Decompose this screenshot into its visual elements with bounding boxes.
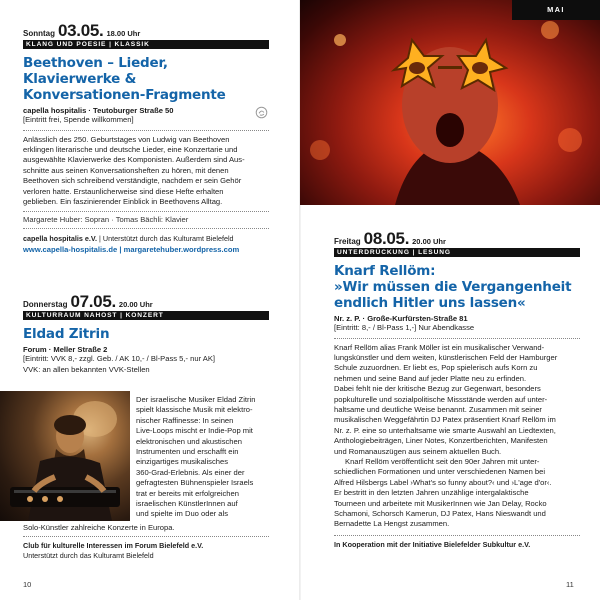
event-title: Eldad Zitrin xyxy=(23,326,110,342)
description-line: Anthologiebeiträgen, Liner Notes, Konzertberichten, Manifesten xyxy=(334,436,548,446)
description-line: schiedlichen Formationen und unter verschiedenen Namen bei xyxy=(334,467,546,477)
event-day: Freitag xyxy=(334,237,361,246)
page-number-right: 11 xyxy=(566,580,574,589)
event-category-bar: KULTURRAUM NAHOST | KONZERT xyxy=(23,311,269,320)
description-line: 360-Grad-Erlebnis. Als einer der xyxy=(136,467,245,477)
divider xyxy=(334,535,580,536)
event-venue: Forum · Meller Straße 2 xyxy=(23,345,108,354)
description-line: Instrumenten und erschafft ein xyxy=(136,447,239,457)
description-line: gefragtesten Bühnenspieler Israels xyxy=(136,478,254,488)
description-line: Tourneen und arbeitete mit MusikerInnen wie Jan Delay, Rocko xyxy=(334,498,547,508)
event-venue: Nr. z. P. · Große-Kurfürsten-Straße 81 xyxy=(334,314,468,323)
event-description xyxy=(23,135,269,208)
cooperation-text: In Kooperation mit der Initiative Bielefelder Subkultur e.V. xyxy=(334,539,531,549)
event-performers: Margarete Huber: Sopran · Tomas Bächli: Klavier xyxy=(23,215,189,225)
event-description-full: Solo-Künstler zahlreiche Konzerte in Europa. xyxy=(23,523,175,532)
event-title-line: endlich Hitler uns lassen« xyxy=(334,295,526,311)
description-line: Beethoven sich schreibend verständigte, nachdem er sein Gehör xyxy=(23,176,242,186)
description-line: Dabei fehlt nie der kritische Bezug zur Gegenwart, besonders xyxy=(334,384,541,394)
organizer-support: | Unterstützt durch das Kulturamt Bielefeld xyxy=(97,234,234,244)
event-time: 20.00 Uhr xyxy=(412,237,446,246)
month-tab: MAI xyxy=(512,0,600,20)
event-title-line: Konversationen-Fragmente xyxy=(23,87,226,103)
performer-illustration xyxy=(300,0,600,205)
musician-illustration xyxy=(0,391,130,521)
description-line: lungskünstler und dem weiten, künstlerischen Feld der Hamburger xyxy=(334,352,558,362)
organizer-name: Club für kulturelle Interessen im Forum Bielefeld e.V. xyxy=(23,541,204,551)
event-title xyxy=(23,55,269,103)
event-eldad-zitrin xyxy=(23,293,269,375)
description-line: popkulturelle und sozialpolitische Missstände werden auf unter- xyxy=(334,394,548,404)
description-line: haltsame und deutliche Weise benannt. Zusammen mit seiner xyxy=(334,404,542,414)
event-website-links[interactable]: www.capella-hospitalis.de | margaretehuber.wordpress.com xyxy=(23,245,240,255)
description-line: spielt klassische Musik mit elektro- xyxy=(136,405,253,415)
description-line: geblieben. Ein faszinierender Einblick in Beethovens Alltag. xyxy=(23,196,223,206)
description-line: und Romanauszügen aus seinem aktuellen Buch. xyxy=(334,446,502,456)
event-dateline xyxy=(334,230,580,247)
divider xyxy=(23,130,269,131)
description-line: ausgewählte Klavierwerke des Komponisten. Außerdem sind Aus- xyxy=(23,155,245,165)
description-line: Schamoni, Schorsch Kamerun, DJ Patex, Hans Nieswandt und xyxy=(334,509,546,518)
description-line: und spielte im Duo oder als xyxy=(136,509,229,519)
event-knarf-relloem xyxy=(334,230,580,550)
divider xyxy=(23,536,269,537)
event-day: Sonntag xyxy=(23,29,55,38)
event-organizer xyxy=(23,541,269,551)
description-line: einzigartiges musikalisches xyxy=(136,457,229,467)
event-title-line: »Wir müssen die Vergangenheit xyxy=(334,279,572,295)
organizer-name: capella hospitalis e.V. xyxy=(23,234,98,244)
event-day: Donnerstag xyxy=(23,300,68,309)
event-title xyxy=(334,263,580,311)
description-line: Alfred Hilsbergs Label ›What's so funny about?‹ und ›L'age d'or‹. xyxy=(334,477,552,487)
event-dateline xyxy=(23,293,269,310)
event-venue: capella hospitalis · Teutoburger Straße 50 xyxy=(23,106,174,115)
description-line: verloren hatte. Erstaunlicherweise sind diese Hefte erhalten xyxy=(23,186,224,196)
event-admission: [Eintritt frei, Spende willkommen] xyxy=(23,115,134,124)
description-line: nehmen und seine Band auf jeder Platte neu zu erfinden. xyxy=(334,373,527,383)
event-title-line: Knarf Rellöm: xyxy=(334,263,436,279)
event-category-bar: KLANG UND POESIE | KLASSIK xyxy=(23,40,269,49)
event-eldad-footer xyxy=(23,523,269,561)
description-line: Der israelische Musiker Eldad Zitrin xyxy=(136,395,256,404)
divider xyxy=(23,228,269,229)
event-time: 18.00 Uhr xyxy=(106,29,141,38)
description-line: musikalischen Weggefährtin DJ Patex präsentiert Knarf Rellöm im xyxy=(334,415,556,425)
description-line: Knarf Rellöm alias Frank Möller ist ein musikalischer Verwand- xyxy=(334,342,545,352)
event-cooperation xyxy=(334,540,580,550)
event-date: 07.05. xyxy=(70,292,116,311)
page-number-left: 10 xyxy=(23,580,32,589)
event-admission: [Eintritt: 8,- / Bl-Pass 1,-] Nur Abendkasse xyxy=(334,323,475,332)
description-line: schnitte aus seinen Konversationsheften zu hören, mit denen xyxy=(23,165,229,175)
description-line: Nr. z. P. eine so unterhaltsame wie smarte Auswahl an Liedtexten, xyxy=(334,425,556,435)
description-line: elektronischen und akustischen xyxy=(136,436,242,446)
description-line: Knarf Rellöm veröffentlicht seit den 90er Jahren mit unter- xyxy=(345,456,540,466)
accessibility-icon xyxy=(255,106,268,119)
event-category-bar: UNTERDRÜCKUNG | LESUNG xyxy=(334,248,580,257)
divider xyxy=(23,211,269,212)
event-beethoven xyxy=(23,22,269,254)
event-date: 08.05. xyxy=(363,229,410,248)
description-line: erklingen literarische und deutsche Lieder, eine Konzertarie und xyxy=(23,144,238,154)
event-description xyxy=(334,343,580,530)
event-presale: VVK: an allen bekannten VVK-Stellen xyxy=(23,364,150,374)
performer-photo xyxy=(300,0,600,205)
event-time: 20.00 Uhr xyxy=(118,300,153,309)
description-line: Bernadette La Hengst zusammen. xyxy=(334,519,450,529)
description-line: trat er bereits mit erfolgreichen xyxy=(136,488,239,498)
description-line: nischer Raffinesse: In seinen xyxy=(136,415,234,425)
description-line: israelischen KünstlerInnen auf xyxy=(136,499,238,509)
event-title-line: Beethoven – Lieder, Klavierwerke & xyxy=(23,55,168,87)
description-line: Schule zuzuordnen. Er liebt es, Pop spielerisch aufs Korn zu xyxy=(334,363,538,373)
musician-photo xyxy=(0,391,130,521)
organizer-support: Unterstützt durch das Kulturamt Bielefeld xyxy=(23,551,154,561)
description-line: Er bestritt in den letzten Jahren unzählige intergalaktische xyxy=(334,488,529,498)
description-line: Live-Loops mischt er Indie-Pop mit xyxy=(136,426,253,436)
event-dateline xyxy=(23,22,269,39)
event-date: 03.05. xyxy=(58,21,104,40)
event-admission: [Eintritt: VVK 8,- zzgl. Geb. / AK 10,- / Bl-Pass 5,- nur AK] xyxy=(23,354,216,363)
event-description-side xyxy=(136,395,286,520)
divider xyxy=(334,338,580,339)
description-line: Anlässlich des 250. Geburtstages von Ludwig van Beethoven xyxy=(23,134,230,144)
event-organizer xyxy=(23,234,269,244)
